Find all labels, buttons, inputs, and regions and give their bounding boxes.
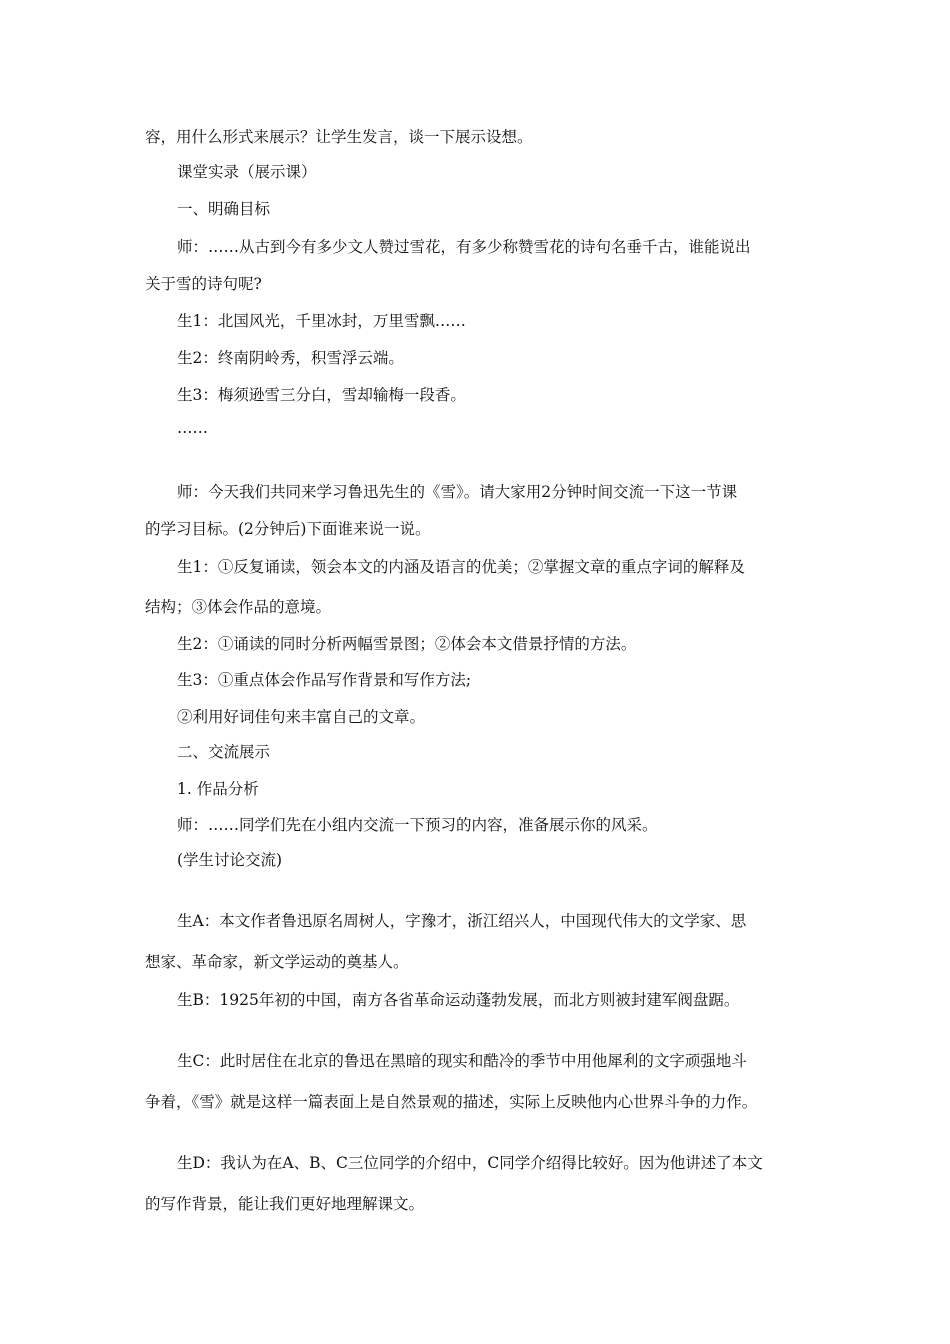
text-line: (学生讨论交流) — [177, 851, 283, 869]
text-line: 生3：①重点体会作品写作背景和写作方法; — [177, 671, 472, 689]
text-line: 的学习目标。(2分钟后)下面谁来说一说。 — [145, 520, 431, 538]
section-heading: 课堂实录（展示课） — [177, 163, 317, 181]
text-line: 争着，《雪》就是这样一篇表面上是自然景观的描述，实际上反映他内心世界斗争的力作。 — [145, 1093, 758, 1111]
section-heading: 一、明确目标 — [177, 200, 271, 218]
text-line: 结构；③体会作品的意境。 — [145, 598, 332, 616]
subsection-heading: 1. 作品分析 — [177, 780, 259, 798]
text-line: 的写作背景，能让我们更好地理解课文。 — [145, 1195, 425, 1213]
text-line: 生1：北国风光，千里冰封，万里雪飘…… — [177, 312, 466, 330]
text-line: 师：……同学们先在小组内交流一下预习的内容，准备展示你的风采。 — [177, 816, 658, 834]
text-line: 想家、革命家，新文学运动的奠基人。 — [145, 953, 409, 971]
text-line: ②利用好词佳句来丰富自己的文章。 — [177, 708, 426, 726]
section-heading: 二、交流展示 — [177, 743, 271, 761]
text-line: 生3：梅须逊雪三分白，雪却输梅一段香。 — [177, 386, 466, 404]
text-line: 生B：1925年初的中国，南方各省革命运动蓬勃发展，而北方则被封建军阀盘踞。 — [177, 991, 740, 1009]
text-line: 生D：我认为在A、B、C三位同学的介绍中，C同学介绍得比较好。因为他讲述了本文 — [177, 1154, 763, 1172]
text-line: 生C：此时居住在北京的鲁迅在黑暗的现实和酷冷的季节中用他犀利的文字顽强地斗 — [177, 1052, 747, 1070]
text-line: 关于雪的诗句呢? — [145, 275, 262, 293]
text-line: 师：今天我们共同来学习鲁迅先生的《雪》。请大家用2分钟时间交流一下这一节课 — [177, 483, 738, 501]
text-line: 生2：①诵读的同时分析两幅雪景图；②体会本文借景抒情的方法。 — [177, 635, 637, 653]
text-line: 生2：终南阴岭秀，积雪浮云端。 — [177, 349, 404, 367]
text-line: 容，用什么形式来展示？让学生发言，谈一下展示设想。 — [145, 128, 533, 146]
text-line: 师：……从古到今有多少文人赞过雪花，有多少称赞雪花的诗句名垂千古，谁能说出 — [177, 238, 751, 256]
ellipsis-line: …… — [177, 419, 208, 437]
text-line: 生A：本文作者鲁迅原名周树人，字豫才，浙江绍兴人，中国现代伟大的文学家、思 — [177, 912, 747, 930]
text-line: 生1：①反复诵读，领会本文的内涵及语言的优美；②掌握文章的重点字词的解释及 — [177, 558, 745, 576]
